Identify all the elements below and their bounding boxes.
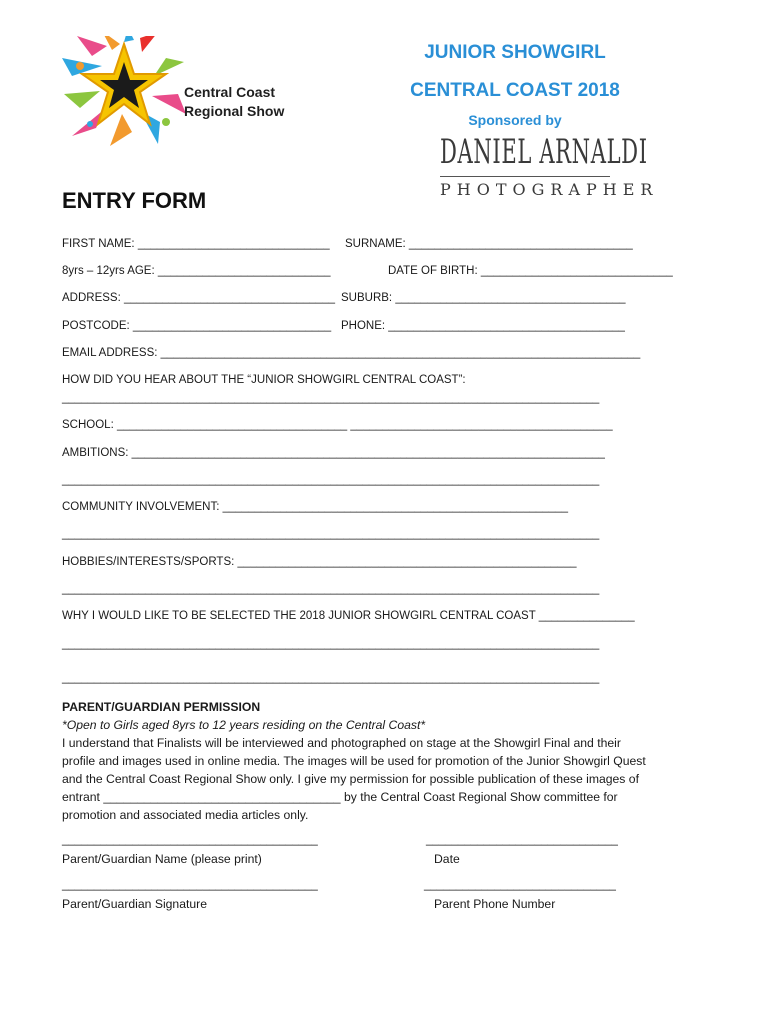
hobbies-field[interactable]: HOBBIES/INTERESTS/SPORTS: _____________________________________________________ xyxy=(62,556,577,568)
phone-number-line[interactable]: ______________________________ xyxy=(424,879,616,891)
logo-line-2: Regional Show xyxy=(184,103,285,119)
central-coast-show-logo xyxy=(62,36,302,146)
guardian-signature-label: Parent/Guardian Signature xyxy=(62,897,207,911)
entry-form-title: ENTRY FORM xyxy=(62,188,207,213)
sponsor-subtitle: PHOTOGRAPHER xyxy=(440,180,659,199)
age-field[interactable]: 8yrs – 12yrs AGE: ___________________________ xyxy=(62,265,331,277)
phone-field[interactable]: PHONE: _____________________________________ xyxy=(341,320,625,332)
why-line-1[interactable]: ____________________________________________________________________________________ xyxy=(62,638,600,650)
guardian-signature-line[interactable]: ________________________________________ xyxy=(62,879,318,891)
logo-line-1: Central Coast xyxy=(184,84,276,100)
hear-about-line[interactable]: ____________________________________________________________________________________ xyxy=(62,392,600,404)
parent-phone-label: Parent Phone Number xyxy=(434,897,556,911)
title-line-2: CENTRAL COAST 2018 xyxy=(410,80,620,101)
why-selected-field[interactable]: WHY I WOULD LIKE TO BE SELECTED THE 2018 JUNIOR SHOWGIRL CENTRAL COAST _______________ xyxy=(62,610,635,622)
hear-about-label: HOW DID YOU HEAR ABOUT THE “JUNIOR SHOWGIRL CENTRAL COAST”: xyxy=(62,374,466,386)
sponsor-divider xyxy=(440,176,610,177)
eligibility-note: *Open to Girls aged 8yrs to 12 years residing on the Central Coast* xyxy=(62,718,426,732)
permission-line-5: promotion and associated media articles only. xyxy=(62,808,309,822)
date-of-birth-field[interactable]: DATE OF BIRTH: ______________________________ xyxy=(388,265,673,277)
date-label: Date xyxy=(434,852,460,866)
ambitions-line[interactable]: ____________________________________________________________________________________ xyxy=(62,474,600,486)
guardian-name-line[interactable]: ________________________________________ xyxy=(62,834,318,846)
suburb-field[interactable]: SUBURB: ____________________________________ xyxy=(341,292,626,304)
hobbies-line[interactable]: ____________________________________________________________________________________ xyxy=(62,583,600,595)
address-field[interactable]: ADDRESS: _________________________________ xyxy=(62,292,336,304)
title-line-1: JUNIOR SHOWGIRL xyxy=(424,42,606,63)
community-line[interactable]: ____________________________________________________________________________________ xyxy=(62,528,600,540)
entrant-name-field[interactable]: entrant ___________________________________ by the Central Coast Regional Show committee for xyxy=(62,790,618,804)
email-field[interactable]: EMAIL ADDRESS: ___________________________________________________________________________ xyxy=(62,347,641,359)
postcode-field[interactable]: POSTCODE: _______________________________ xyxy=(62,320,332,332)
date-line[interactable]: ______________________________ xyxy=(426,834,618,846)
ambitions-field[interactable]: AMBITIONS: __________________________________________________________________________ xyxy=(62,447,605,459)
community-field[interactable]: COMMUNITY INVOLVEMENT: ______________________________________________________ xyxy=(62,501,568,513)
sponsor-name: DANIEL ARNALDI xyxy=(440,132,648,172)
guardian-name-label: Parent/Guardian Name (please print) xyxy=(62,852,262,866)
why-line-2[interactable]: ____________________________________________________________________________________ xyxy=(62,672,600,684)
sponsored-by-text: Sponsored by xyxy=(468,112,562,128)
permission-heading: PARENT/GUARDIAN PERMISSION xyxy=(62,700,261,714)
permission-line-3: and the Central Coast Regional Show only. I give my permission for possible publication of these images of xyxy=(62,772,639,786)
permission-line-1: I understand that Finalists will be interviewed and photographed on stage at the Showgirl Final and their xyxy=(62,736,621,750)
first-name-field[interactable]: FIRST NAME: ______________________________ xyxy=(62,238,330,250)
permission-line-2: profile and images used in online media. The images will be used for promotion of the Junior Showgirl Quest xyxy=(62,754,646,768)
school-field[interactable]: SCHOOL: ____________________________________ _________________________________________ xyxy=(62,419,613,431)
surname-field[interactable]: SURNAME: ___________________________________ xyxy=(345,238,633,250)
